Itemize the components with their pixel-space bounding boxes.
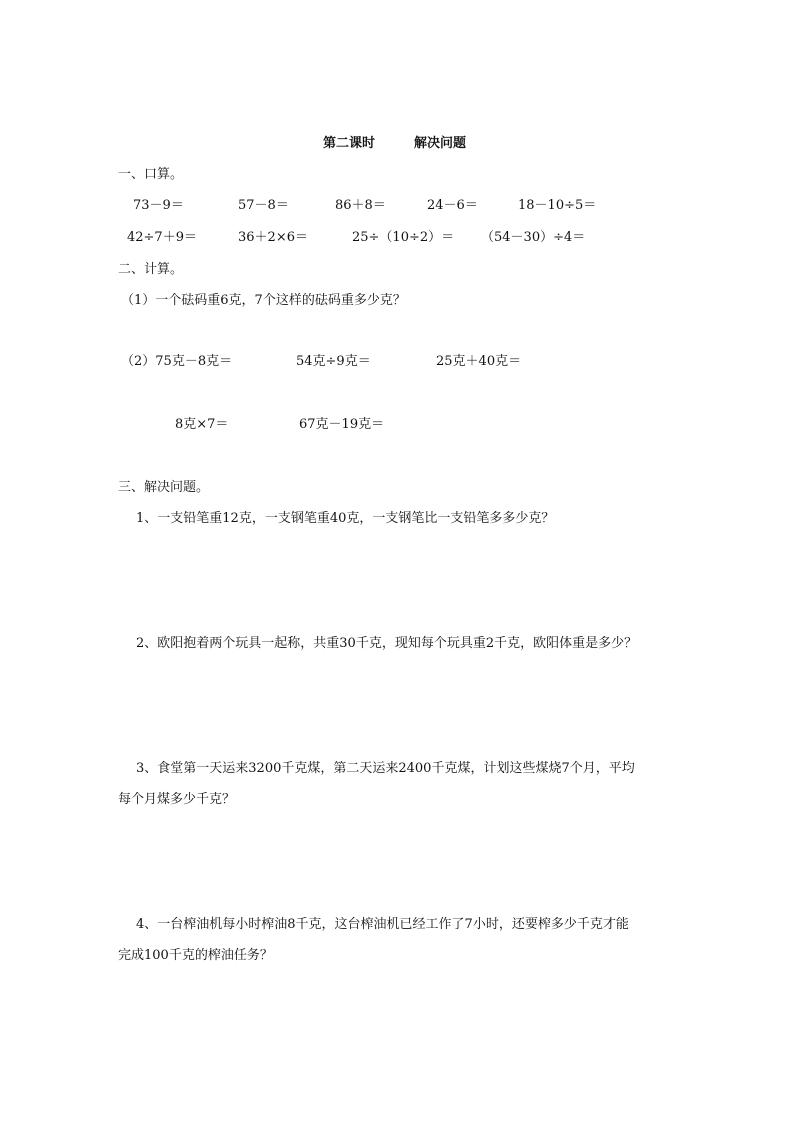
oral-calc-item: 18－10÷5＝ xyxy=(518,198,597,213)
oral-calc-item: 73－9＝ xyxy=(133,198,184,213)
calc-item: 67克－19克＝ xyxy=(299,417,385,432)
word-problem-2: 2、欧阳抱着两个玩具一起称，共重30千克，现知每个玩具重2千克，欧阳体重是多少？ xyxy=(136,636,638,651)
page-title: 解决问题 xyxy=(414,136,467,151)
oral-calc-item: 36＋2×6＝ xyxy=(238,230,308,245)
calc-item: 54克÷9克＝ xyxy=(296,354,371,369)
oral-calc-item: 42÷7＋9＝ xyxy=(127,230,197,245)
word-problem-3-line1: 3、食堂第一天运来3200千克煤，第二天运来2400千克煤，计划这些煤烧7个月，平均 xyxy=(136,761,635,776)
section1-heading: 一、口算。 xyxy=(118,167,184,182)
question-1: （1）一个砝码重6克，7个这样的砝码重多少克？ xyxy=(121,293,406,308)
calc-item: 25克＋40克＝ xyxy=(436,354,522,369)
oral-calc-item: （54－30）÷4＝ xyxy=(481,230,586,245)
section2-heading: 二、计算。 xyxy=(118,262,184,277)
section3-heading: 三、解决问题。 xyxy=(118,480,210,495)
oral-calc-item: 57－8＝ xyxy=(238,198,289,213)
oral-calc-item: 25÷（10÷2）＝ xyxy=(352,230,455,245)
word-problem-3-line2: 每个月煤多少千克？ xyxy=(118,792,236,807)
calc-item: 8克×7＝ xyxy=(175,417,229,432)
oral-calc-item: 86＋8＝ xyxy=(335,198,386,213)
calc-item: （2）75克－8克＝ xyxy=(121,354,233,369)
word-problem-4-line2: 完成100千克的榨油任务？ xyxy=(118,948,273,963)
word-problem-4-line1: 4、一台榨油机每小时榨油8千克，这台榨油机已经工作了7小时，还要榨多少千克才能 xyxy=(136,917,629,932)
lesson-label: 第二课时 xyxy=(323,136,376,151)
oral-calc-item: 24－6＝ xyxy=(427,198,478,213)
word-problem-1: 1、一支铅笔重12克，一支钢笔重40克，一支钢笔比一支铅笔多多少克？ xyxy=(136,511,555,526)
